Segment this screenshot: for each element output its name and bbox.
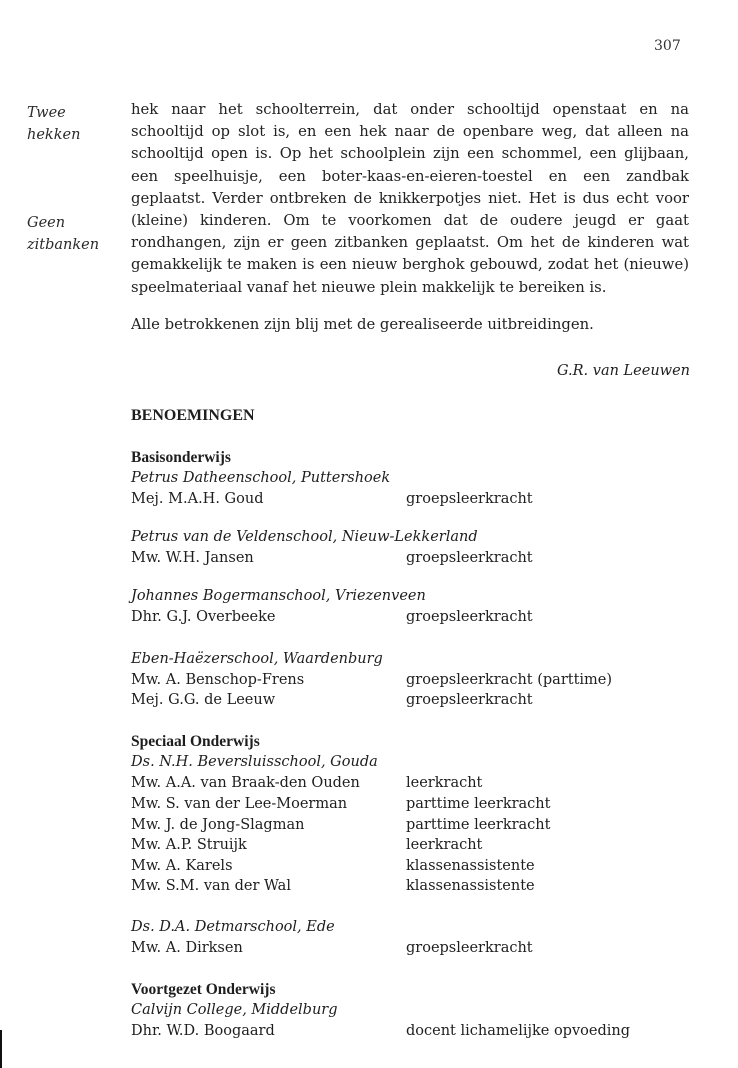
person-role: groepsleerkracht [406, 491, 533, 507]
person-name: Mej. G.G. de Leeuw [131, 692, 276, 708]
person-role: groepsleerkracht [406, 940, 533, 956]
person-role: leerkracht [406, 837, 483, 853]
school-name: Calvijn College, Middelburg [131, 1002, 338, 1018]
appointment-row [131, 817, 551, 833]
school-name: Ds. N.H. Beversluisschool, Gouda [131, 754, 378, 770]
person-role: klassenassistente [406, 858, 535, 874]
person-name: Mw. J. de Jong-Slagman [131, 817, 305, 833]
person-name: Dhr. W.D. Boogaard [131, 1023, 275, 1039]
sub-heading-speciaal-onderwijs: Speciaal Onderwijs [131, 733, 260, 750]
school-name: Ds. D.A. Detmarschool, Ede [131, 919, 335, 935]
person-role: groepsleerkracht (parttime) [406, 672, 613, 688]
article-body [131, 99, 689, 336]
person-name: Mej. M.A.H. Goud [131, 491, 264, 507]
person-name: Mw. S. van der Lee-Moerman [131, 796, 348, 812]
appointment-row [131, 1023, 630, 1039]
binding-edge [0, 1030, 2, 1068]
margin-note-geen: Geen [27, 215, 66, 231]
signature: G.R. van Leeuwen [556, 363, 690, 379]
page-number: 307 [654, 38, 681, 54]
appointment-row [131, 550, 533, 566]
person-name: Dhr. G.J. Overbeeke [131, 609, 276, 625]
person-name: Mw. A. Dirksen [131, 940, 243, 956]
person-name: Mw. W.H. Jansen [131, 550, 254, 566]
person-name: Mw. A. Karels [131, 858, 233, 874]
margin-note-hekken: hekken [27, 127, 81, 143]
person-role: leerkracht [406, 775, 483, 791]
person-role: klassenassistente [406, 878, 535, 894]
school-name: Petrus Datheenschool, Puttershoek [131, 470, 391, 486]
sub-heading-voortgezet-onderwijs: Voortgezet Onderwijs [131, 981, 276, 998]
school-name: Petrus van de Veldenschool, Nieuw-Lekkerland [131, 529, 478, 545]
person-role: parttime leerkracht [406, 817, 551, 833]
appointment-row [131, 796, 551, 812]
paragraph-2: Alle betrokkenen zijn blij met de gerealiseerde uitbreidingen. [131, 315, 594, 333]
person-role: groepsleerkracht [406, 609, 533, 625]
person-role: parttime leerkracht [406, 796, 551, 812]
person-role: groepsleerkracht [406, 692, 533, 708]
paragraph-1: hek naar het schoolterrein, dat onder schooltijd openstaat en na schooltijd op slot is, en een hek naar de openbare weg, dat alleen na schooltijd open is. Op het schoolplein zijn een schommel, een glijbaan, een speelhuisje, een boter-kaas-en-eieren-toestel en een zandbak geplaatst. Verder ontbreken de knikkerpotjes niet. Het is dus echt voor (kleine) kinderen. Om te voorkomen dat de oudere jeugd er gaat rondhangen, zijn er geen zitbanken geplaatst. Om het de kinderen wat gemakkelijk te maken is een nieuw berghok gebouwd, zodat het (nieuwe) speelmateriaal vanaf het nieuwe plein makkelijk te bereiken is. [131, 101, 689, 296]
appointment-row [131, 609, 533, 625]
appointment-row [131, 858, 535, 874]
appointment-row [131, 878, 535, 894]
appointment-row [131, 837, 483, 853]
person-name: Mw. A. Benschop-Frens [131, 672, 305, 688]
appointment-row [131, 775, 483, 791]
margin-note-twee: Twee [27, 105, 66, 121]
section-heading: BENOEMINGEN [131, 407, 255, 424]
person-name: Mw. A.P. Struijk [131, 837, 247, 853]
margin-note-zitbanken: zitbanken [27, 237, 100, 253]
person-role: docent lichamelijke opvoeding [406, 1023, 630, 1039]
person-name: Mw. A.A. van Braak-den Ouden [131, 775, 360, 791]
appointment-row [131, 692, 533, 708]
appointment-row [131, 491, 533, 507]
school-name: Johannes Bogermanschool, Vriezenveen [131, 588, 426, 604]
appointment-row [131, 940, 533, 956]
person-role: groepsleerkracht [406, 550, 533, 566]
sub-heading-basisonderwijs: Basisonderwijs [131, 449, 231, 466]
school-name: Eben-Haëzerschool, Waardenburg [131, 651, 383, 667]
appointment-row [131, 672, 613, 688]
person-name: Mw. S.M. van der Wal [131, 878, 291, 894]
